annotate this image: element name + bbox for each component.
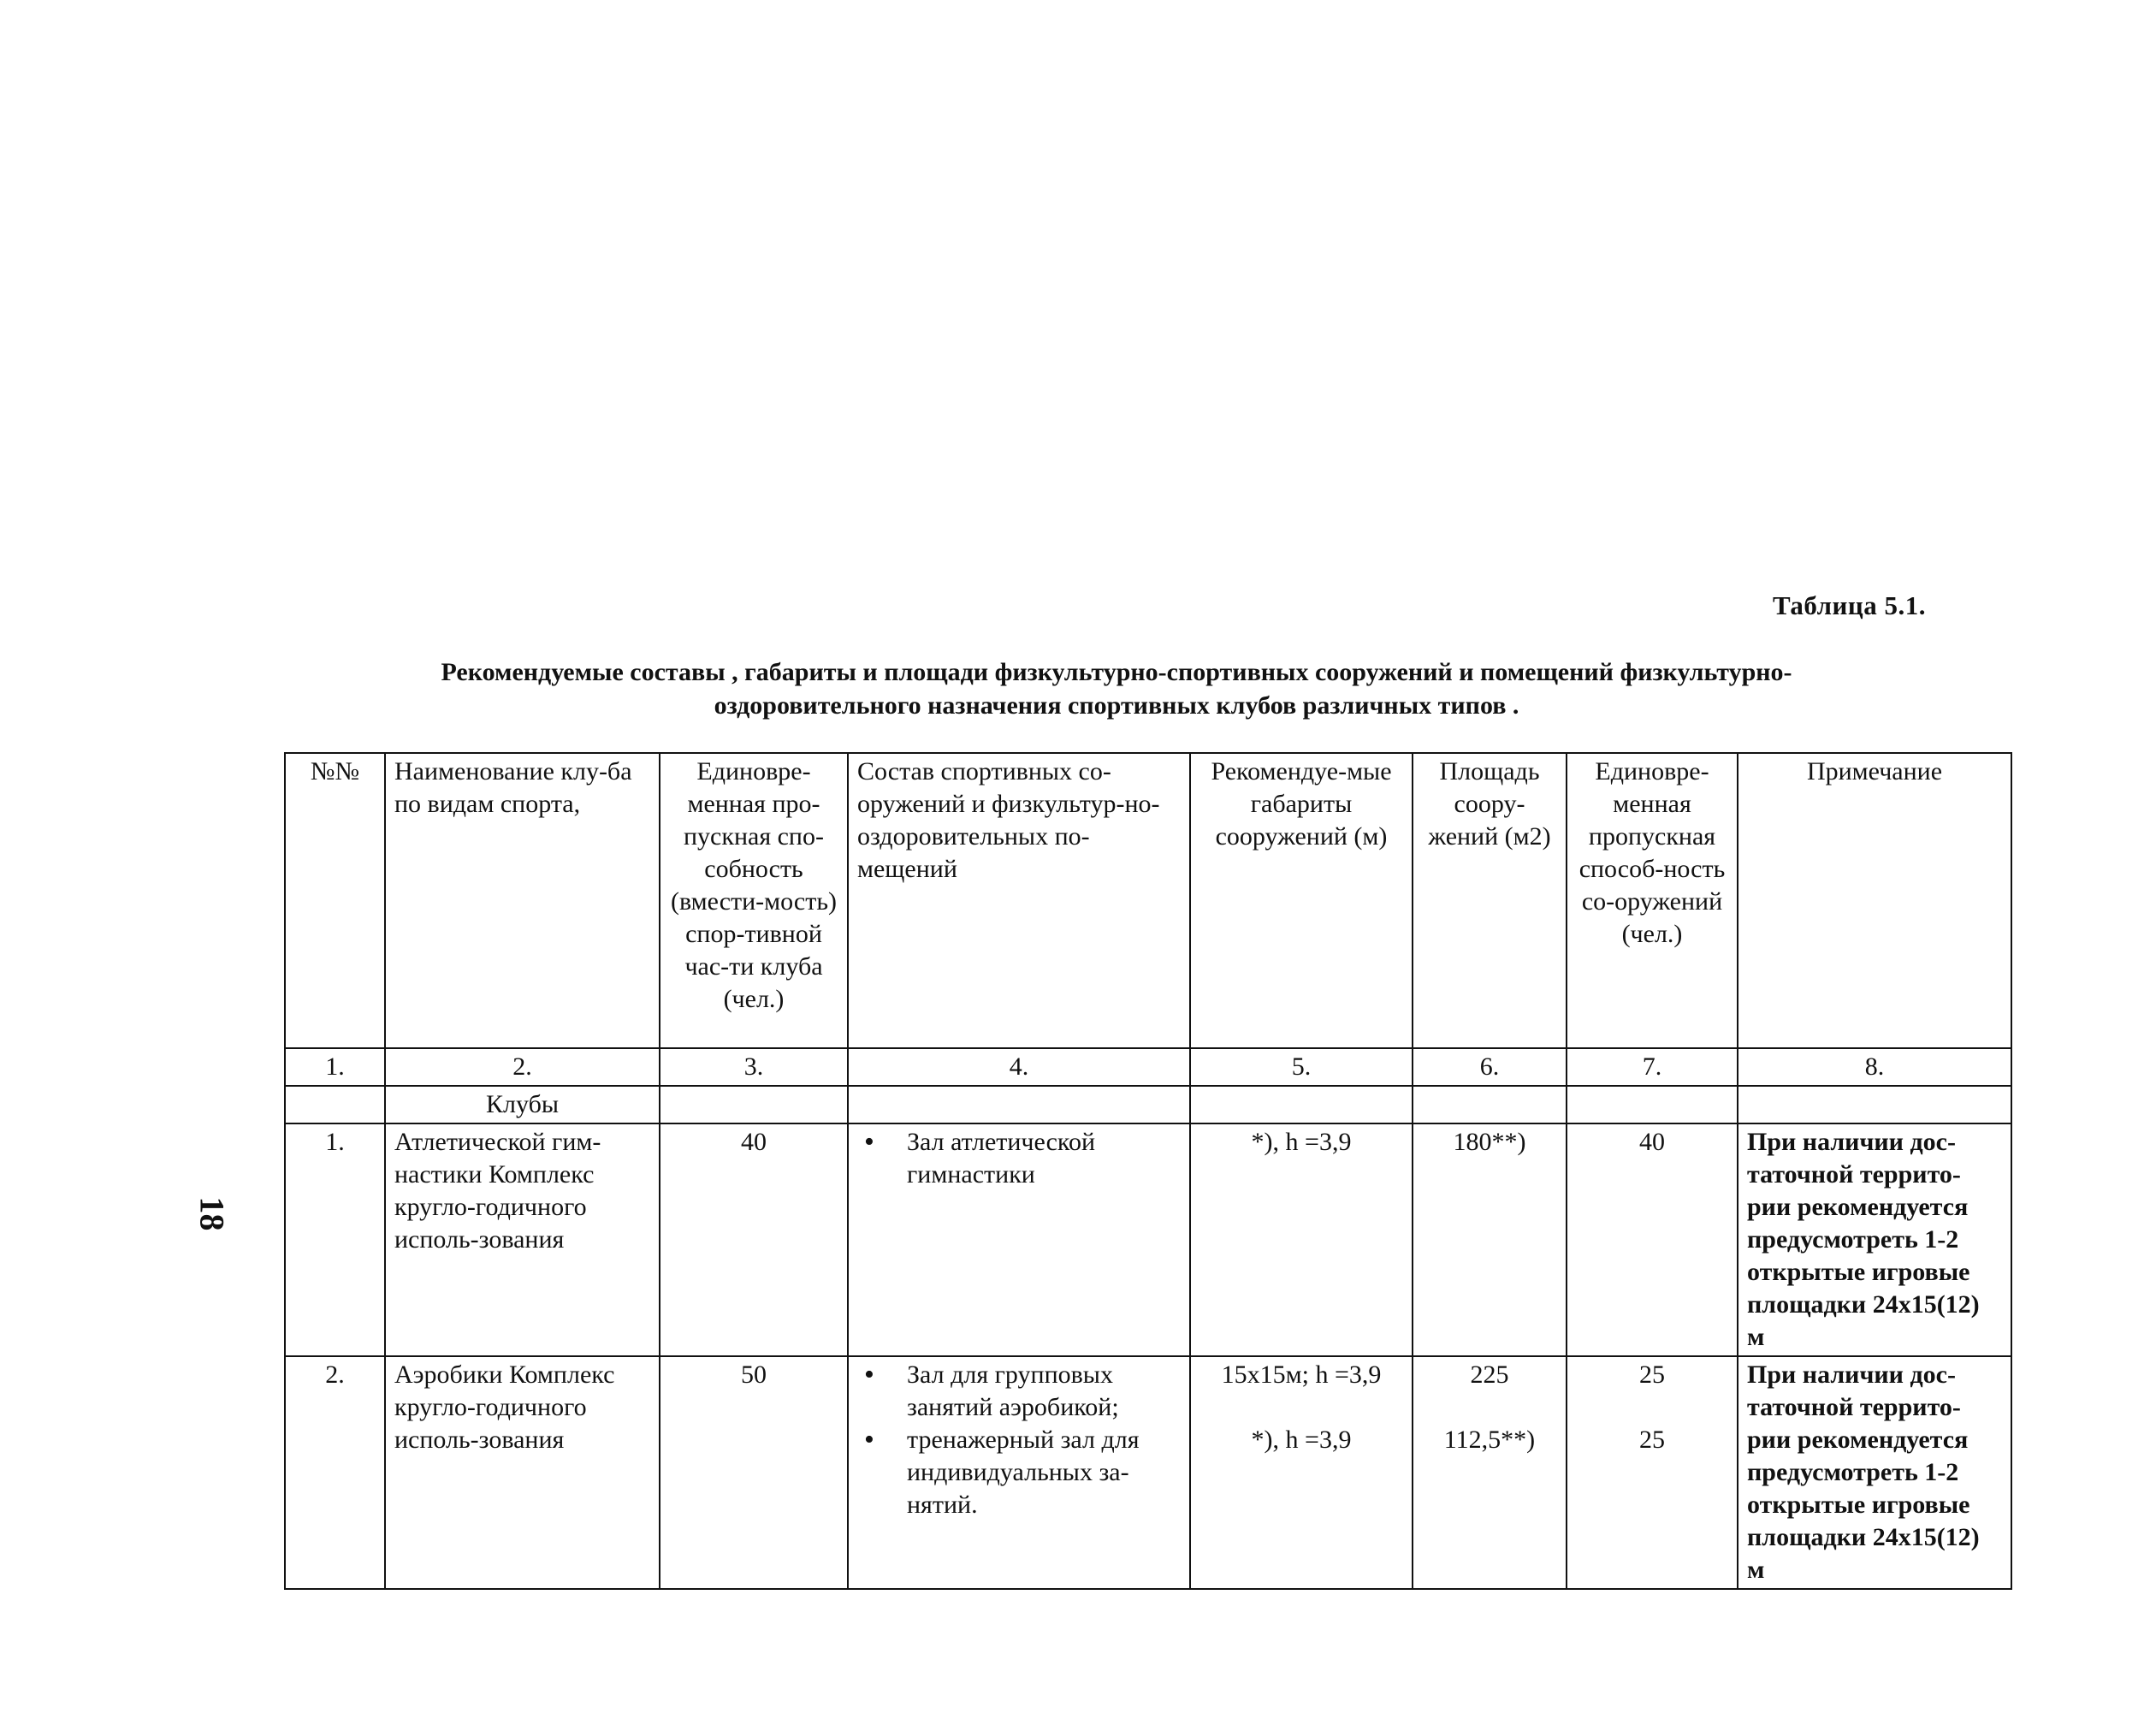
section-cell-empty xyxy=(285,1086,385,1123)
facility-item: • тренажерный зал для индивидуальных за-нятий. xyxy=(907,1424,1181,1521)
row-area xyxy=(1413,1356,1567,1589)
row-name: Атлетической гим-настики Комплекс кругло-годичного исполь-зования xyxy=(385,1123,660,1356)
header-facilities: Состав спортивных со-оружений и физкультур-но-оздоровительных по-мещений xyxy=(848,753,1190,1048)
table-title xyxy=(376,655,1857,722)
column-number: 3. xyxy=(660,1048,848,1086)
facility-item: • Зал атлетической гимнастики xyxy=(907,1126,1181,1191)
section-cell-empty xyxy=(1413,1086,1567,1123)
row-area xyxy=(1413,1123,1567,1356)
row-num: 2. xyxy=(285,1356,385,1589)
row-name: Аэробики Комплекс кругло-годичного исполь-зования xyxy=(385,1356,660,1589)
facility-capacity-value: 40 xyxy=(1639,1128,1665,1156)
page-number: 18 xyxy=(192,1196,232,1231)
row-note: При наличии дос-таточной террито-рии рекомендуется предусмотреть 1-2 открытые игровые площадки 24x15(12) м xyxy=(1738,1356,2011,1589)
row-facilities xyxy=(848,1123,1190,1356)
area-value: 180**) xyxy=(1453,1128,1526,1156)
row-capacity: 40 xyxy=(660,1123,848,1356)
section-cell-empty xyxy=(848,1086,1190,1123)
dimension-value: *), h =3,9 xyxy=(1251,1128,1352,1156)
row-facilities xyxy=(848,1356,1190,1589)
table-number: Таблица 5.1. xyxy=(1773,590,1926,620)
column-number: 4. xyxy=(848,1048,1190,1086)
spacer xyxy=(1422,1391,1557,1424)
column-number-row xyxy=(285,1048,2011,1086)
row-dimensions xyxy=(1190,1356,1413,1589)
facilities-table xyxy=(284,752,2012,1590)
row-num: 1. xyxy=(285,1123,385,1356)
row-capacity: 50 xyxy=(660,1356,848,1589)
section-label: Клубы xyxy=(385,1086,660,1123)
header-row xyxy=(285,753,2011,1048)
header-note: Примечание xyxy=(1738,753,2011,1048)
table-row xyxy=(285,1123,2011,1356)
title-line-2: оздоровительного назначения спортивных клубов различных типов . xyxy=(714,691,1519,720)
area-value: 225 xyxy=(1470,1360,1509,1389)
column-number: 8. xyxy=(1738,1048,2011,1086)
row-facility-capacity xyxy=(1567,1123,1738,1356)
spacer xyxy=(1199,1391,1403,1424)
section-cell-empty xyxy=(1190,1086,1413,1123)
header-facility-capacity: Единовре-менная пропускная способ-ность со-оружений (чел.) xyxy=(1567,753,1738,1048)
dimension-value: *), h =3,9 xyxy=(1251,1426,1352,1454)
spacer xyxy=(1576,1391,1728,1424)
section-cell-empty xyxy=(660,1086,848,1123)
title-line-1: Рекомендуемые составы , габариты и площади физкультурно-спортивных сооружений и помещений физкультурно- xyxy=(441,658,1792,686)
column-number: 5. xyxy=(1190,1048,1413,1086)
facility-capacity-value: 25 xyxy=(1639,1360,1665,1389)
header-name: Наименование клу-ба по видам спорта, xyxy=(385,753,660,1048)
section-row xyxy=(285,1086,2011,1123)
area-value: 112,5**) xyxy=(1443,1426,1536,1454)
row-dimensions xyxy=(1190,1123,1413,1356)
section-cell-empty xyxy=(1567,1086,1738,1123)
header-num: №№ xyxy=(285,753,385,1048)
dimension-value: 15x15м; h =3,9 xyxy=(1221,1360,1382,1389)
header-dimensions: Рекомендуе-мые габариты сооружений (м) xyxy=(1190,753,1413,1048)
row-note: При наличии дос-таточной террито-рии рекомендуется предусмотреть 1-2 открытые игровые площадки 24x15(12) м xyxy=(1738,1123,2011,1356)
section-cell-empty xyxy=(1738,1086,2011,1123)
facility-item: • Зал для групповых занятий аэробикой; xyxy=(907,1359,1181,1424)
table-row xyxy=(285,1356,2011,1589)
column-number: 1. xyxy=(285,1048,385,1086)
column-number: 7. xyxy=(1567,1048,1738,1086)
column-number: 6. xyxy=(1413,1048,1567,1086)
column-number: 2. xyxy=(385,1048,660,1086)
row-facility-capacity xyxy=(1567,1356,1738,1589)
header-capacity: Единовре-менная про-пускная спо-собность (вмести-мость) спор-тивной час-ти клуба (чел.) xyxy=(660,753,848,1048)
header-area: Площадь соору-жений (м2) xyxy=(1413,753,1567,1048)
facility-capacity-value: 25 xyxy=(1639,1426,1665,1454)
